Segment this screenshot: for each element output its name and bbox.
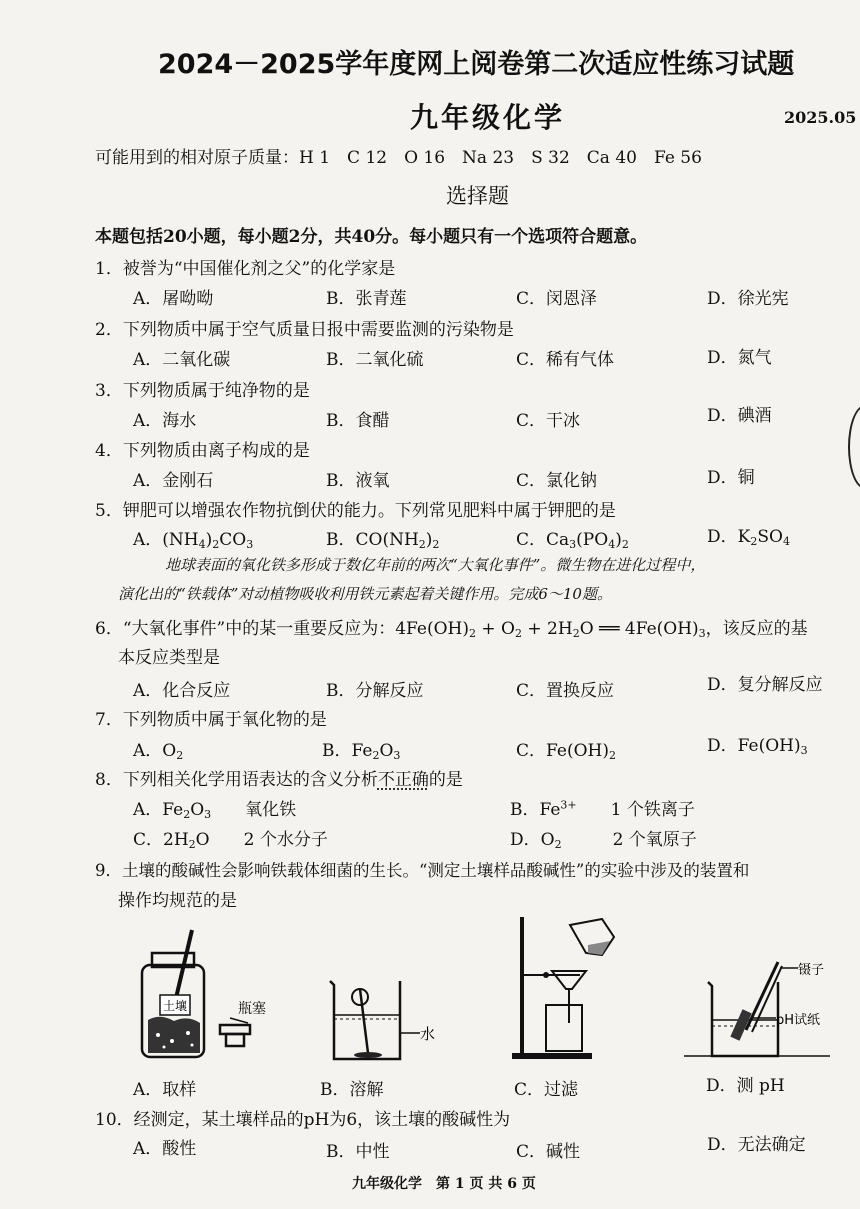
q10-option-c[interactable]: C．碱性 bbox=[516, 1142, 581, 1162]
q3-option-a[interactable]: A．海水 bbox=[133, 411, 197, 431]
section-title: 选择题 bbox=[446, 184, 509, 208]
q4-option-c[interactable]: C．氯化钠 bbox=[516, 471, 598, 491]
passage-line-1: 地球表面的氧化铁多形成于数亿年前的两次“大氧化事件”。微生物在进化过程中， bbox=[165, 556, 706, 574]
q7-option-a[interactable]: A．$O_2$ bbox=[133, 741, 184, 762]
q8-option-c[interactable]: C．$2H_2O$ 2 个水分子 bbox=[133, 830, 328, 851]
q5-option-c[interactable]: C．$Ca_3(PO_4)_2$ bbox=[516, 530, 629, 551]
q9-stem-line2: 操作均规范的是 bbox=[118, 891, 237, 911]
q5-option-d[interactable]: D．$K_2SO_4$ bbox=[707, 527, 790, 548]
q8-stem: 8．下列相关化学用语表达的含义分析不正确的是 bbox=[95, 770, 463, 790]
q5-option-a[interactable]: A．$(NH_4)_2CO_3$ bbox=[133, 530, 254, 551]
scan-edge-mark bbox=[848, 405, 860, 489]
q3-option-c[interactable]: C．干冰 bbox=[516, 411, 581, 431]
q2-option-b[interactable]: B．二氧化硫 bbox=[326, 350, 424, 370]
q6-stem-line2: 本反应类型是 bbox=[118, 648, 220, 668]
q8-option-a[interactable]: A．$Fe_2O_3$ 氧化铁 bbox=[133, 800, 297, 821]
q4-option-a[interactable]: A．金刚石 bbox=[133, 471, 214, 491]
q5-option-b[interactable]: B．$CO(NH_2)_2$ bbox=[326, 530, 440, 551]
label-tweezers: 镊子 bbox=[798, 963, 825, 978]
q2-option-a[interactable]: A．二氧化碳 bbox=[133, 350, 231, 370]
q6-option-c[interactable]: C．置换反应 bbox=[516, 681, 615, 701]
exam-date: 2025.05 bbox=[784, 108, 857, 127]
q1-stem: 1．被誉为“中国催化剂之父”的化学家是 bbox=[95, 259, 396, 279]
q1-option-d[interactable]: D．徐光宪 bbox=[707, 289, 789, 309]
q6-option-d[interactable]: D．复分解反应 bbox=[707, 675, 823, 695]
q10-option-b[interactable]: B．中性 bbox=[326, 1142, 390, 1162]
q6-option-a[interactable]: A．化合反应 bbox=[133, 681, 231, 701]
q9-option-a[interactable]: A．取样 bbox=[133, 1080, 197, 1100]
q1-option-c[interactable]: C．闵恩泽 bbox=[516, 289, 598, 309]
exam-title: 2024－2025学年度网上阅卷第二次适应性练习试题 bbox=[158, 49, 795, 80]
label-soil: 土壤 bbox=[163, 999, 188, 1013]
label-stopper: 瓶塞 bbox=[238, 1001, 266, 1017]
passage-line-2: 演化出的“铁载体”对动植物吸收利用铁元素起着关键作用。完成6～10题。 bbox=[118, 585, 612, 603]
q3-option-b[interactable]: B．食醋 bbox=[326, 411, 390, 431]
q9-option-c[interactable]: C．过滤 bbox=[514, 1080, 579, 1100]
q4-option-b[interactable]: B．液氧 bbox=[326, 471, 390, 491]
q1-option-a[interactable]: A．屠呦呦 bbox=[133, 289, 214, 309]
q3-option-d[interactable]: D．碘酒 bbox=[707, 406, 772, 426]
q9-figure-d bbox=[680, 960, 850, 1065]
q10-option-a[interactable]: A．酸性 bbox=[133, 1139, 197, 1159]
q4-stem: 4．下列物质由离子构成的是 bbox=[95, 441, 310, 461]
subject-title: 九年级化学 bbox=[410, 101, 566, 134]
q1-option-b[interactable]: B．张青莲 bbox=[326, 289, 407, 309]
q10-option-d[interactable]: D．无法确定 bbox=[707, 1135, 806, 1155]
q3-stem: 3．下列物质属于纯净物的是 bbox=[95, 381, 310, 401]
q8-emphasis: 不正确 bbox=[377, 770, 429, 790]
q7-option-d[interactable]: D．$Fe(OH)_3$ bbox=[707, 736, 808, 757]
q4-option-d[interactable]: D．铜 bbox=[707, 468, 755, 488]
q2-stem: 2．下列物质中属于空气质量日报中需要监测的污染物是 bbox=[95, 320, 514, 340]
q9-figure-c bbox=[510, 915, 620, 1065]
q7-stem: 7．下列物质中属于氧化物的是 bbox=[95, 710, 327, 730]
q9-figure-a bbox=[130, 925, 280, 1065]
q5-stem: 5．钾肥可以增强农作物抗倒伏的能力。下列常见肥料中属于钾肥的是 bbox=[95, 501, 616, 521]
q2-option-d[interactable]: D．氮气 bbox=[707, 348, 772, 368]
q9-option-d[interactable]: D．测 pH bbox=[706, 1076, 785, 1096]
q9-option-b[interactable]: B．溶解 bbox=[320, 1080, 384, 1100]
q2-option-c[interactable]: C．稀有气体 bbox=[516, 350, 615, 370]
label-ph-paper: pH试纸 bbox=[776, 1013, 821, 1028]
q7-option-c[interactable]: C．$Fe(OH)_2$ bbox=[516, 741, 616, 762]
q10-stem: 10．经测定，某土壤样品的pH为6，该土壤的酸碱性为 bbox=[95, 1110, 511, 1130]
section-instructions: 本题包括20小题，每小题2分，共40分。每小题只有一个选项符合题意。 bbox=[95, 227, 648, 247]
atomic-masses: 可能用到的相对原子质量：H 1 C 12 O 16 Na 23 S 32 Ca 40 Fe 56 bbox=[95, 148, 702, 168]
q6-option-b[interactable]: B．分解反应 bbox=[326, 681, 424, 701]
q9-figure-b bbox=[320, 975, 450, 1065]
label-water: 水 bbox=[420, 1025, 436, 1043]
q6-stem: 6．“大氧化事件”中的某一重要反应为：$4Fe(OH)_2 + O_2 + 2H_2O$ ══ $4Fe(OH)_3$，该反应的基 bbox=[95, 619, 808, 640]
q9-stem-line1: 9．土壤的酸碱性会影响铁载体细菌的生长。“测定土壤样品酸碱性”的实验中涉及的装置和 bbox=[95, 861, 750, 880]
q7-option-b[interactable]: B．$Fe_2O_3$ bbox=[322, 741, 401, 762]
q8-option-b[interactable]: B．$Fe^{3+}$ 1 个铁离子 bbox=[510, 798, 695, 820]
q8-option-d[interactable]: D．$O_2$ 2 个氧原子 bbox=[510, 830, 697, 851]
page-footer: 九年级化学 第 1 页 共 6 页 bbox=[352, 1176, 536, 1192]
